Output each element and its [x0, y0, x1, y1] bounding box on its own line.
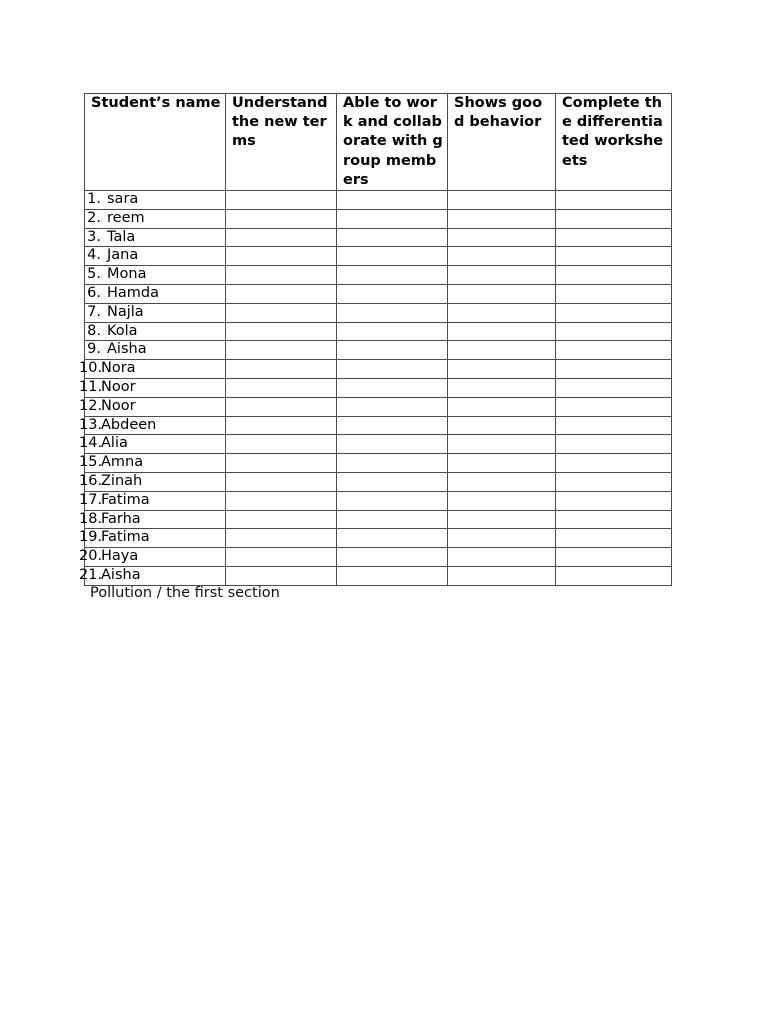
student-name-cell: [85, 247, 226, 266]
student-number: 11.: [79, 378, 103, 395]
student-number: 9.: [87, 341, 101, 358]
table-row: [85, 416, 672, 435]
collaborate-cell: [337, 191, 448, 210]
collaborate-cell: [337, 510, 448, 529]
collaborate-cell: [337, 247, 448, 266]
header-student-name: Student’s name: [85, 94, 226, 191]
table-row: [85, 209, 672, 228]
student-number: 12.: [79, 397, 103, 414]
table-row: [85, 191, 672, 210]
student-number: 8.: [87, 322, 101, 339]
student-name-cell: [79, 472, 226, 491]
collaborate-cell: [337, 548, 448, 567]
understand-terms-cell: [226, 454, 337, 473]
table-row: [85, 360, 672, 379]
table-row: [85, 529, 672, 548]
good-behavior-cell: [448, 322, 556, 341]
good-behavior-cell: [448, 341, 556, 360]
good-behavior-cell: [448, 360, 556, 379]
student-number: 15.: [79, 454, 103, 471]
student-name: Noor: [101, 397, 136, 414]
table-row: [85, 566, 672, 585]
understand-terms-cell: [226, 228, 337, 247]
student-number: 1.: [87, 191, 101, 208]
worksheets-cell: [556, 191, 672, 210]
worksheets-cell: [556, 285, 672, 304]
good-behavior-cell: [448, 472, 556, 491]
student-number: 13.: [79, 416, 103, 433]
good-behavior-cell: [448, 191, 556, 210]
student-name-cell: [85, 228, 226, 247]
student-name-cell: [79, 378, 226, 397]
collaborate-cell: [337, 566, 448, 585]
worksheets-cell: [556, 566, 672, 585]
good-behavior-cell: [448, 266, 556, 285]
understand-terms-cell: [226, 435, 337, 454]
table-body: [79, 191, 672, 586]
understand-terms-cell: [226, 510, 337, 529]
understand-terms-cell: [226, 247, 337, 266]
student-number: 2.: [87, 209, 101, 226]
understand-terms-cell: [226, 285, 337, 304]
collaborate-cell: [337, 397, 448, 416]
student-number: 21.: [79, 566, 103, 583]
good-behavior-cell: [448, 303, 556, 322]
student-name-cell: [85, 303, 226, 322]
table-row: [85, 303, 672, 322]
worksheets-cell: [556, 454, 672, 473]
table-header-row: [85, 94, 672, 191]
table-row: [85, 548, 672, 567]
student-number: 18.: [79, 510, 103, 527]
good-behavior-cell: [448, 510, 556, 529]
student-name-cell: [79, 454, 226, 473]
understand-terms-cell: [226, 491, 337, 510]
worksheets-cell: [556, 548, 672, 567]
student-name: reem: [107, 209, 145, 226]
student-name-cell: [85, 266, 226, 285]
good-behavior-cell: [448, 247, 556, 266]
collaborate-cell: [337, 285, 448, 304]
section-caption: Pollution / the first section: [90, 585, 280, 601]
student-name-cell: [79, 491, 226, 510]
student-name: Fatima: [101, 529, 150, 546]
student-name-cell: [85, 341, 226, 360]
student-number: 16.: [79, 472, 103, 489]
understand-terms-cell: [226, 209, 337, 228]
collaborate-cell: [337, 454, 448, 473]
collaborate-cell: [337, 209, 448, 228]
worksheets-cell: [556, 360, 672, 379]
understand-terms-cell: [226, 266, 337, 285]
student-name-cell: [79, 416, 226, 435]
worksheets-cell: [556, 529, 672, 548]
student-name-cell: [79, 360, 226, 379]
table-row: [85, 341, 672, 360]
collaborate-cell: [337, 228, 448, 247]
student-name-cell: [79, 529, 226, 548]
understand-terms-cell: [226, 341, 337, 360]
student-number: 7.: [87, 303, 101, 320]
student-name-cell: [85, 285, 226, 304]
collaborate-cell: [337, 341, 448, 360]
table-row: [85, 491, 672, 510]
good-behavior-cell: [448, 285, 556, 304]
understand-terms-cell: [226, 191, 337, 210]
understand-terms-cell: [226, 360, 337, 379]
student-name-cell: [79, 397, 226, 416]
collaborate-cell: [337, 303, 448, 322]
student-name: Fatima: [101, 491, 150, 508]
understand-terms-cell: [226, 472, 337, 491]
table-row: [85, 510, 672, 529]
understand-terms-cell: [226, 397, 337, 416]
table-row: [85, 228, 672, 247]
worksheets-cell: [556, 228, 672, 247]
table-row: [85, 378, 672, 397]
table-row: [85, 285, 672, 304]
student-name-cell: [85, 191, 226, 210]
table-row: [85, 472, 672, 491]
worksheets-cell: [556, 491, 672, 510]
good-behavior-cell: [448, 566, 556, 585]
worksheets-cell: [556, 209, 672, 228]
student-name-cell: [79, 435, 226, 454]
collaborate-cell: [337, 266, 448, 285]
header-collaborate: Able to work and collaborate with group members: [337, 94, 448, 191]
student-name-cell: [79, 510, 226, 529]
understand-terms-cell: [226, 416, 337, 435]
student-number: 4.: [87, 247, 101, 264]
collaborate-cell: [337, 322, 448, 341]
collaborate-cell: [337, 416, 448, 435]
student-name: Kola: [107, 322, 138, 339]
worksheets-cell: [556, 397, 672, 416]
student-number: 20.: [79, 548, 103, 565]
good-behavior-cell: [448, 209, 556, 228]
student-name: Noor: [101, 378, 136, 395]
good-behavior-cell: [448, 397, 556, 416]
worksheets-cell: [556, 416, 672, 435]
header-worksheets: Complete the differentiated worksheets: [556, 94, 672, 191]
good-behavior-cell: [448, 454, 556, 473]
student-name: Tala: [107, 228, 136, 245]
student-number: 5.: [87, 266, 101, 283]
student-number: 10.: [79, 360, 103, 377]
collaborate-cell: [337, 360, 448, 379]
table-row: [85, 454, 672, 473]
student-name: Zinah: [101, 472, 143, 489]
student-name: Nora: [101, 360, 136, 377]
worksheets-cell: [556, 303, 672, 322]
student-assessment-table: [79, 93, 672, 586]
student-name: Aisha: [101, 566, 141, 583]
understand-terms-cell: [226, 529, 337, 548]
good-behavior-cell: [448, 529, 556, 548]
good-behavior-cell: [448, 228, 556, 247]
understand-terms-cell: [226, 378, 337, 397]
student-name: Amna: [101, 454, 144, 471]
student-number: 3.: [87, 228, 101, 245]
header-understand-terms: Understand the new terms: [226, 94, 337, 191]
student-name: Najla: [107, 303, 144, 320]
collaborate-cell: [337, 529, 448, 548]
table-row: [85, 435, 672, 454]
student-name: Farha: [101, 510, 141, 527]
student-name: Hamda: [107, 285, 160, 301]
table-row: [85, 247, 672, 266]
good-behavior-cell: [448, 416, 556, 435]
worksheets-cell: [556, 322, 672, 341]
student-name: Alia: [101, 435, 128, 452]
understand-terms-cell: [226, 303, 337, 322]
student-name: Jana: [107, 247, 139, 264]
table-row: [85, 266, 672, 285]
student-name-cell: [79, 566, 226, 585]
collaborate-cell: [337, 378, 448, 397]
student-name-cell: [85, 322, 226, 341]
table-row: [85, 322, 672, 341]
student-name-cell: [79, 548, 226, 567]
student-name-cell: [85, 209, 226, 228]
student-number: 17.: [79, 491, 103, 508]
worksheets-cell: [556, 472, 672, 491]
table-row: [85, 397, 672, 416]
worksheets-cell: [556, 247, 672, 266]
student-number: 19.: [79, 529, 103, 546]
worksheets-cell: [556, 378, 672, 397]
student-number: 14.: [79, 435, 103, 452]
worksheets-cell: [556, 510, 672, 529]
understand-terms-cell: [226, 548, 337, 567]
student-name: Haya: [101, 548, 139, 565]
header-good-behavior: Shows good behavior: [448, 94, 556, 191]
good-behavior-cell: [448, 548, 556, 567]
student-name: Mona: [107, 266, 147, 283]
collaborate-cell: [337, 472, 448, 491]
good-behavior-cell: [448, 378, 556, 397]
worksheets-cell: [556, 435, 672, 454]
student-name: Aisha: [107, 341, 147, 358]
understand-terms-cell: [226, 322, 337, 341]
collaborate-cell: [337, 435, 448, 454]
student-name: sara: [107, 191, 139, 208]
student-name: Abdeen: [101, 416, 157, 433]
good-behavior-cell: [448, 491, 556, 510]
worksheets-cell: [556, 266, 672, 285]
student-number: 6.: [87, 285, 101, 301]
worksheets-cell: [556, 341, 672, 360]
understand-terms-cell: [226, 566, 337, 585]
collaborate-cell: [337, 491, 448, 510]
good-behavior-cell: [448, 435, 556, 454]
